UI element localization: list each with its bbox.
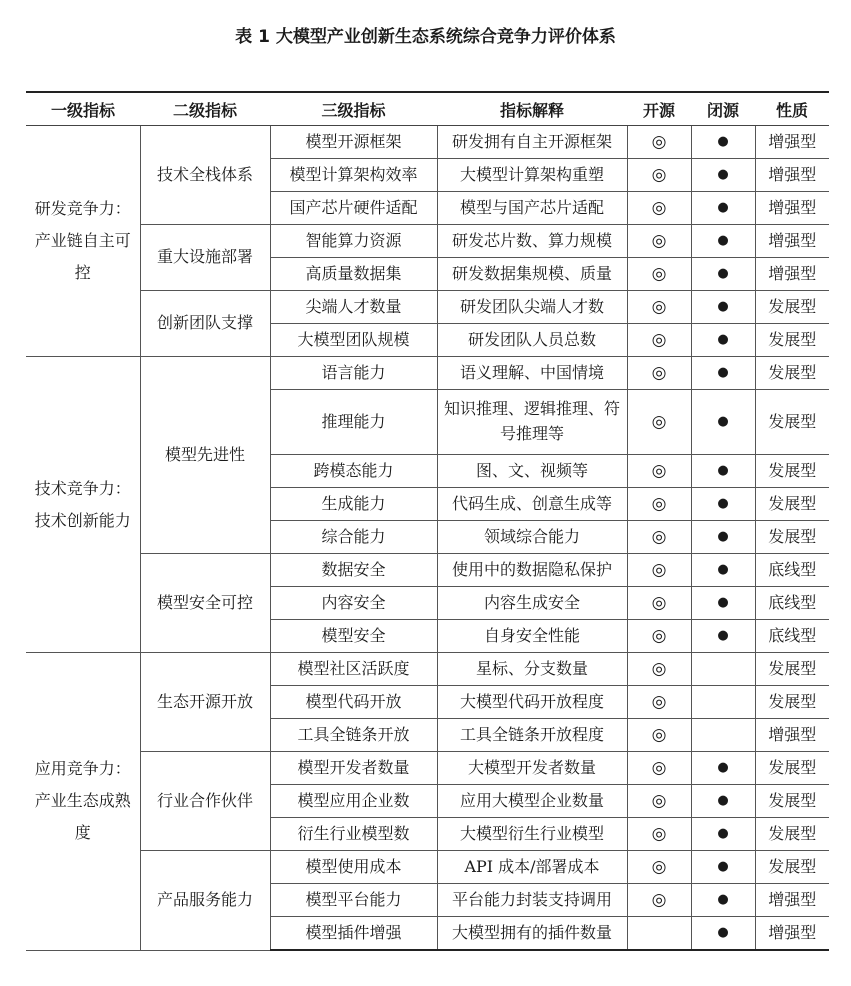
nature-type: 发展型: [755, 785, 829, 818]
level3-indicator: 跨模态能力: [270, 455, 437, 488]
closed-source-mark: ●: [691, 620, 755, 653]
evaluation-table: [26, 91, 829, 951]
open-source-mark: ◎: [627, 357, 691, 390]
nature-type: 发展型: [755, 390, 829, 455]
closed-source-mark: ●: [691, 126, 755, 159]
open-source-mark: ◎: [627, 192, 691, 225]
closed-source-mark: ●: [691, 455, 755, 488]
level3-indicator: 尖端人才数量: [270, 291, 437, 324]
open-source-mark: ◎: [627, 653, 691, 686]
level2-indicator: 行业合作伙伴: [140, 752, 270, 851]
table-body: [26, 126, 829, 951]
nature-type: 增强型: [755, 917, 829, 951]
level3-indicator: 模型代码开放: [270, 686, 437, 719]
nature-type: 发展型: [755, 455, 829, 488]
open-source-mark: ◎: [627, 818, 691, 851]
nature-type: 底线型: [755, 554, 829, 587]
level1-indicator: 研发竞争力：产业链自主可控: [26, 126, 140, 357]
level1-indicator: 应用竞争力：产业生态成熟度: [26, 653, 140, 951]
closed-source-mark: ●: [691, 225, 755, 258]
level3-indicator: 国产芯片硬件适配: [270, 192, 437, 225]
open-source-mark: ◎: [627, 455, 691, 488]
indicator-explanation: API 成本/部署成本: [437, 851, 627, 884]
header-row: [26, 92, 829, 126]
nature-type: 增强型: [755, 126, 829, 159]
level3-indicator: 语言能力: [270, 357, 437, 390]
indicator-explanation: 研发团队尖端人才数: [437, 291, 627, 324]
header-open-source: 开源: [627, 92, 691, 126]
closed-source-mark: ●: [691, 587, 755, 620]
indicator-explanation: 大模型计算架构重塑: [437, 159, 627, 192]
indicator-explanation: 星标、分支数量: [437, 653, 627, 686]
nature-type: 增强型: [755, 719, 829, 752]
level3-indicator: 数据安全: [270, 554, 437, 587]
indicator-explanation: 工具全链条开放程度: [437, 719, 627, 752]
indicator-explanation: 研发芯片数、算力规模: [437, 225, 627, 258]
indicator-explanation: 自身安全性能: [437, 620, 627, 653]
indicator-explanation: 模型与国产芯片适配: [437, 192, 627, 225]
level2-indicator: 生态开源开放: [140, 653, 270, 752]
indicator-explanation: 图、文、视频等: [437, 455, 627, 488]
open-source-mark: ◎: [627, 390, 691, 455]
table-row: [26, 554, 829, 587]
open-source-mark: [627, 917, 691, 951]
nature-type: 发展型: [755, 357, 829, 390]
nature-type: 增强型: [755, 258, 829, 291]
closed-source-mark: [691, 686, 755, 719]
nature-type: 发展型: [755, 818, 829, 851]
nature-type: 增强型: [755, 192, 829, 225]
level3-indicator: 生成能力: [270, 488, 437, 521]
level2-indicator: 技术全栈体系: [140, 126, 270, 225]
indicator-explanation: 大模型代码开放程度: [437, 686, 627, 719]
indicator-explanation: 大模型开发者数量: [437, 752, 627, 785]
nature-type: 底线型: [755, 620, 829, 653]
table-caption: 表 1 大模型产业创新生态系统综合竞争力评价体系: [235, 27, 616, 47]
indicator-explanation: 语义理解、中国情境: [437, 357, 627, 390]
open-source-mark: ◎: [627, 258, 691, 291]
open-source-mark: ◎: [627, 488, 691, 521]
closed-source-mark: ●: [691, 291, 755, 324]
nature-type: 发展型: [755, 851, 829, 884]
nature-type: 增强型: [755, 884, 829, 917]
closed-source-mark: ●: [691, 159, 755, 192]
indicator-explanation: 代码生成、创意生成等: [437, 488, 627, 521]
indicator-explanation: 内容生成安全: [437, 587, 627, 620]
level3-indicator: 模型社区活跃度: [270, 653, 437, 686]
level3-indicator: 模型安全: [270, 620, 437, 653]
nature-type: 发展型: [755, 752, 829, 785]
header-closed-source: 闭源: [691, 92, 755, 126]
indicator-explanation: 研发拥有自主开源框架: [437, 126, 627, 159]
table-row: [26, 653, 829, 686]
header-nature: 性质: [755, 92, 829, 126]
closed-source-mark: ●: [691, 258, 755, 291]
open-source-mark: ◎: [627, 620, 691, 653]
open-source-mark: ◎: [627, 521, 691, 554]
level3-indicator: 综合能力: [270, 521, 437, 554]
level3-indicator: 推理能力: [270, 390, 437, 455]
indicator-explanation: 领域综合能力: [437, 521, 627, 554]
open-source-mark: ◎: [627, 587, 691, 620]
indicator-explanation: 平台能力封装支持调用: [437, 884, 627, 917]
level3-indicator: 模型开发者数量: [270, 752, 437, 785]
closed-source-mark: ●: [691, 851, 755, 884]
level3-indicator: 智能算力资源: [270, 225, 437, 258]
nature-type: 发展型: [755, 686, 829, 719]
level3-indicator: 大模型团队规模: [270, 324, 437, 357]
open-source-mark: ◎: [627, 785, 691, 818]
indicator-explanation: 使用中的数据隐私保护: [437, 554, 627, 587]
indicator-explanation: 知识推理、逻辑推理、符号推理等: [437, 390, 627, 455]
level1-indicator: 技术竞争力：技术创新能力: [26, 357, 140, 653]
closed-source-mark: ●: [691, 324, 755, 357]
table-row: [26, 225, 829, 258]
open-source-mark: ◎: [627, 719, 691, 752]
level3-indicator: 衍生行业模型数: [270, 818, 437, 851]
table-row: [26, 752, 829, 785]
closed-source-mark: ●: [691, 554, 755, 587]
nature-type: 增强型: [755, 159, 829, 192]
indicator-explanation: 研发数据集规模、质量: [437, 258, 627, 291]
closed-source-mark: ●: [691, 488, 755, 521]
table-row: [26, 851, 829, 884]
nature-type: 增强型: [755, 225, 829, 258]
header-level3: 三级指标: [270, 92, 437, 126]
level3-indicator: 模型插件增强: [270, 917, 437, 951]
level3-indicator: 模型平台能力: [270, 884, 437, 917]
indicator-explanation: 研发团队人员总数: [437, 324, 627, 357]
level2-indicator: 模型安全可控: [140, 554, 270, 653]
nature-type: 发展型: [755, 653, 829, 686]
open-source-mark: ◎: [627, 686, 691, 719]
open-source-mark: ◎: [627, 884, 691, 917]
level2-indicator: 创新团队支撑: [140, 291, 270, 357]
open-source-mark: ◎: [627, 225, 691, 258]
level3-indicator: 模型使用成本: [270, 851, 437, 884]
closed-source-mark: ●: [691, 521, 755, 554]
header-explanation: 指标解释: [437, 92, 627, 126]
nature-type: 底线型: [755, 587, 829, 620]
table-row: [26, 126, 829, 159]
level3-indicator: 工具全链条开放: [270, 719, 437, 752]
closed-source-mark: ●: [691, 752, 755, 785]
level2-indicator: 产品服务能力: [140, 851, 270, 951]
level2-indicator: 模型先进性: [140, 357, 270, 554]
open-source-mark: ◎: [627, 554, 691, 587]
level3-indicator: 内容安全: [270, 587, 437, 620]
closed-source-mark: [691, 719, 755, 752]
nature-type: 发展型: [755, 521, 829, 554]
open-source-mark: ◎: [627, 851, 691, 884]
level3-indicator: 高质量数据集: [270, 258, 437, 291]
nature-type: 发展型: [755, 324, 829, 357]
level2-indicator: 重大设施部署: [140, 225, 270, 291]
indicator-explanation: 大模型拥有的插件数量: [437, 917, 627, 951]
open-source-mark: ◎: [627, 126, 691, 159]
level3-indicator: 模型计算架构效率: [270, 159, 437, 192]
level3-indicator: 模型开源框架: [270, 126, 437, 159]
closed-source-mark: ●: [691, 818, 755, 851]
open-source-mark: ◎: [627, 324, 691, 357]
closed-source-mark: ●: [691, 917, 755, 951]
table-row: [26, 291, 829, 324]
header-level1: 一级指标: [26, 92, 140, 126]
level3-indicator: 模型应用企业数: [270, 785, 437, 818]
closed-source-mark: ●: [691, 357, 755, 390]
closed-source-mark: ●: [691, 390, 755, 455]
nature-type: 发展型: [755, 488, 829, 521]
open-source-mark: ◎: [627, 752, 691, 785]
table-row: [26, 357, 829, 390]
indicator-explanation: 应用大模型企业数量: [437, 785, 627, 818]
closed-source-mark: [691, 653, 755, 686]
closed-source-mark: ●: [691, 785, 755, 818]
nature-type: 发展型: [755, 291, 829, 324]
open-source-mark: ◎: [627, 291, 691, 324]
header-level2: 二级指标: [140, 92, 270, 126]
open-source-mark: ◎: [627, 159, 691, 192]
closed-source-mark: ●: [691, 192, 755, 225]
closed-source-mark: ●: [691, 884, 755, 917]
indicator-explanation: 大模型衍生行业模型: [437, 818, 627, 851]
